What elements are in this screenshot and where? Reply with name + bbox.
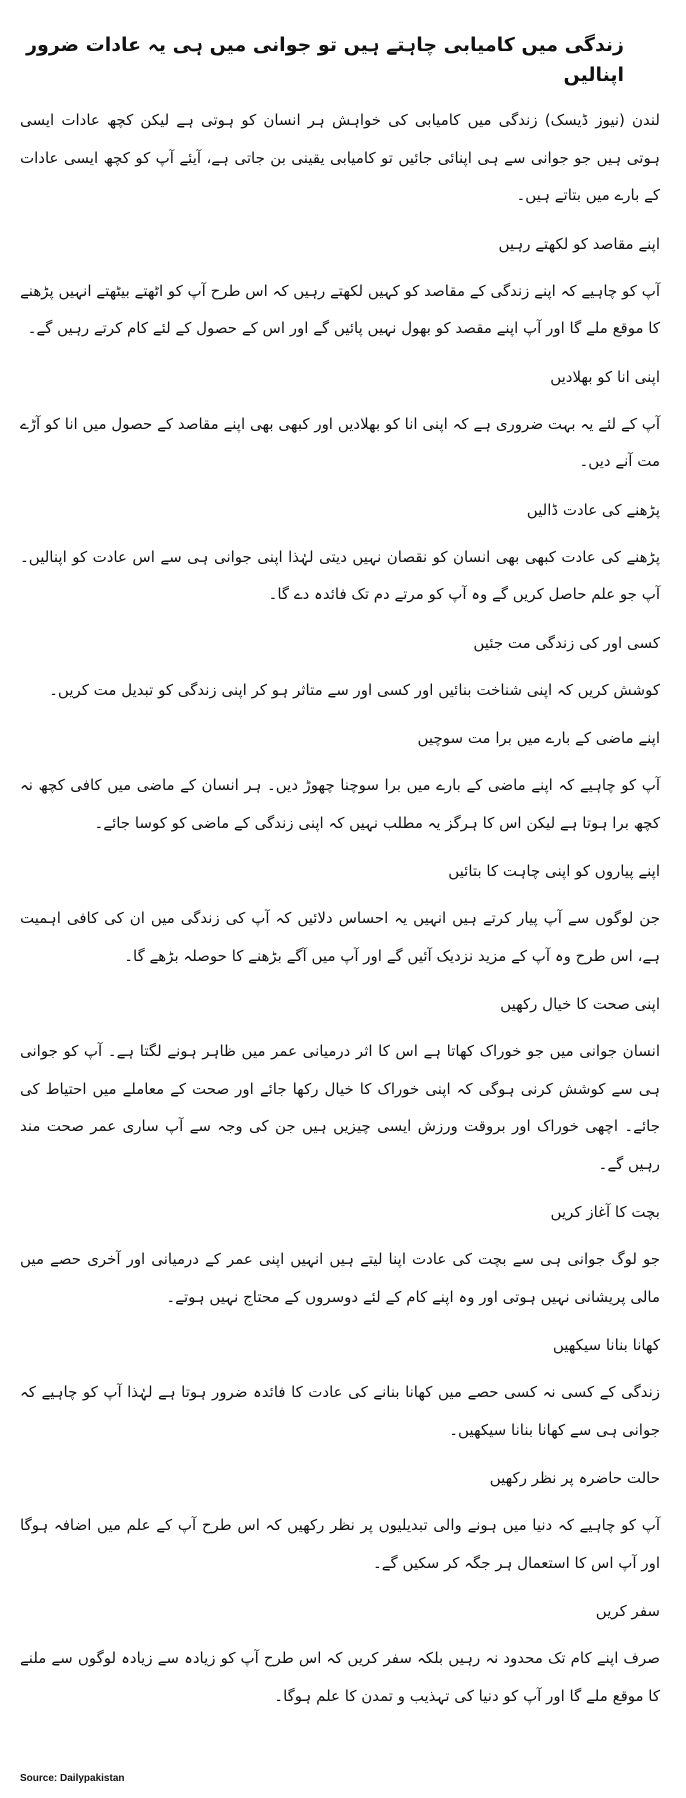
section-body: آپ کو چاہیے کہ اپنے ماضی کے بارے میں برا سوچنا چھوڑ دیں۔ ہر انسان کے ماضی میں کافی کچھ نہ کچھ برا ہوتا ہے لیکن اس کا ہرگز یہ مطلب نہیں کہ اپنی زندگی کے ماضی کو کوسا جائے۔ — [20, 776, 660, 832]
section-heading: حالت حاضرہ پر نظر رکھیں — [489, 1469, 660, 1487]
section-body: پڑھنے کی عادت کبھی بھی انسان کو نقصان نہیں دیتی لہٰذا اپنی جوانی ہی سے اس عادت کو اپنالیں۔ آپ جو علم حاصل کریں گے وہ آپ کو مرتے دم تک فائدہ دے گا۔ — [20, 547, 660, 603]
intro-paragraph: لندن (نیوز ڈیسک) زندگی میں کامیابی کی خواہش ہر انسان کو ہوتی ہے لیکن کچھ عادات ایسی ہوتی ہیں جو جوانی سے ہی اپنائی جائیں تو کامیابی یقینی بن جاتی ہے، آیئے آپ کو کچھ ایسی عادات کے بارے میں بتاتے ہیں۔ — [20, 111, 660, 204]
section-heading: کھانا بنانا سیکھیں — [552, 1336, 660, 1354]
habit-section — [20, 628, 660, 710]
section-body: کوشش کریں کہ اپنی شناخت بنائیں اور کسی اور سے متاثر ہو کر اپنی زندگی کو تبدیل مت کریں۔ — [49, 680, 660, 699]
section-heading: اپنی صحت کا خیال رکھیں — [500, 995, 660, 1013]
section-body: آپ کو چاہیے کہ اپنے زندگی کے مقاصد کو کہیں لکھتے رہیں کہ اس طرح آپ کو اٹھتے بیٹھتے انہیں پڑھنے کا موقع ملے گا اور آپ اپنے مقصد کو بھول نہیں پائیں گے اور اس کے حصول کے لئے کام کرتے رہیں گے۔ — [20, 281, 660, 337]
section-body: آپ کے لئے یہ بہت ضروری ہے کہ اپنی انا کو بھلادیں اور کبھی بھی اپنے مقاصد کے حصول میں انا کو آڑے مت آنے دیں۔ — [20, 414, 660, 470]
section-heading: بچت کا آغاز کریں — [550, 1203, 660, 1221]
section-heading: سفر کریں — [595, 1602, 660, 1620]
section-body: زندگی کے کسی نہ کسی حصے میں کھانا بنانے کی عادت کا فائدہ ضرور ہوتا ہے لہٰذا آپ کو چاہیے کہ جوانی ہی سے کھانا بنانا سیکھیں۔ — [20, 1383, 660, 1439]
habit-section — [20, 989, 660, 1183]
habit-section — [20, 229, 660, 348]
habit-section — [20, 1596, 660, 1715]
habit-section — [20, 1330, 660, 1449]
habit-section — [20, 495, 660, 614]
section-heading: پڑھنے کی عادت ڈالیں — [526, 500, 660, 519]
article-title: زندگی میں کامیابی چاہتے ہیں تو جوانی میں ہی یہ عادات ضرور اپنالیں — [26, 34, 624, 86]
habit-section — [20, 362, 660, 481]
section-body: جن لوگوں سے آپ پیار کرتے ہیں انہیں یہ احساس دلائیں کہ آپ کی زندگی میں ان کی کافی اہمیت ہے، اس طرح وہ آپ کے مزید نزدیک آئیں گے اور آپ میں آگے بڑھنے کا حوصلہ بڑھے گا۔ — [20, 909, 660, 965]
section-body: جو لوگ جوانی ہی سے بچت کی عادت اپنا لیتے ہیں انہیں اپنی عمر کے درمیانی اور آخری حصے میں مالی پریشانی نہیں ہوتی اور وہ اپنے کام کے لئے دوسروں کے محتاج نہیں ہوتے۔ — [20, 1250, 660, 1306]
section-heading: اپنی انا کو بھلادیں — [550, 367, 660, 386]
section-heading: اپنے ماضی کے بارے میں برا مت سوچیں — [417, 729, 660, 747]
section-heading: اپنے پیاروں کو اپنی چاہت کا بتائیں — [448, 862, 660, 880]
section-heading: کسی اور کی زندگی مت جئیں — [473, 633, 660, 652]
section-body: انسان جوانی میں جو خوراک کھاتا ہے اس کا اثر درمیانی عمر میں ظاہر ہونے لگتا ہے۔ آپ کو جوانی ہی سے کوشش کرنی ہوگی کہ اپنی خوراک کا خیال رکھا جائے اور صحت کے معاملے میں احتیاط کی جائے۔ اچھی خوراک اور بروقت ورزش ایسی چیزیں ہیں جن کی وجہ سے آپ ساری عمر صحت مند رہیں گے۔ — [20, 1042, 660, 1173]
section-heading: اپنے مقاصد کو لکھتے رہیں — [498, 234, 660, 253]
section-body: صرف اپنے کام تک محدود نہ رہیں بلکہ سفر کریں کہ اس طرح آپ کو زیادہ سے زیادہ لوگوں سے ملنے کا موقع ملے گا اور آپ کو دنیا کی تہذیب و تمدن کا علم ہوگا۔ — [20, 1649, 660, 1705]
habit-section — [20, 723, 660, 842]
habit-section — [20, 1197, 660, 1316]
section-body: آپ کو چاہیے کہ دنیا میں ہونے والی تبدیلیوں پر نظر رکھیں کہ اس طرح آپ کے علم میں اضافہ ہوگا اور آپ اس کا استعمال ہر جگہ کر سکیں گے۔ — [20, 1516, 660, 1572]
habit-section — [20, 856, 660, 975]
source-credit: Source: Dailypakistan — [20, 1773, 125, 1784]
habit-section — [20, 1463, 660, 1582]
